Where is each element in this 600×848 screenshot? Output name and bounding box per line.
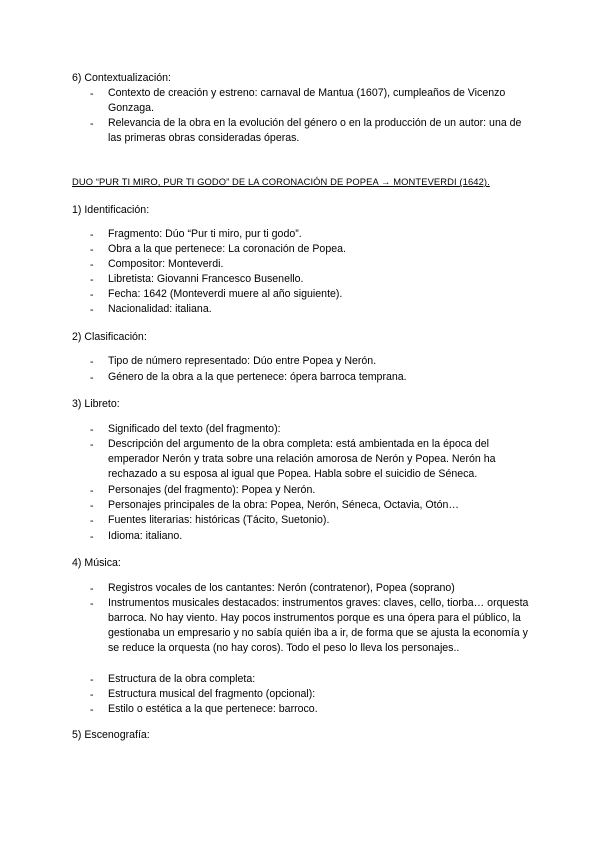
list-item: Personajes principales de la obra: Popea, Nerón, Séneca, Octavia, Otón…	[108, 499, 459, 511]
list-item: Contexto de creación y estreno: carnaval de Mantua (1607), cumpleaños de Vicenzo Gonzaga.	[108, 87, 506, 114]
section-heading-clasificacion: 2) Clasificación:	[72, 331, 147, 343]
list-dash: -	[90, 583, 94, 595]
list-item: Descripción del argumento de la obra completa: está ambientada en la época del emperador Nerón y trata sobre una relación amorosa de Nerón y Popea. Nerón ha rechazado a su esposa al igual que Popea. Habla sobre el suicidio de Séneca.	[108, 438, 496, 480]
list-item: Fuentes literarias: históricas (Tácito, Suetonio).	[108, 514, 330, 526]
list-item: Relevancia de la obra en la evolución del género o en la producción de un autor: una de las primeras obras consideradas óperas.	[108, 117, 522, 144]
list-dash: -	[90, 88, 94, 100]
list-dash: -	[90, 118, 94, 130]
list-dash: -	[90, 424, 94, 436]
list-dash: -	[90, 531, 94, 543]
list-dash: -	[90, 289, 94, 301]
list-item: Registros vocales de los cantantes: Nerón (contratenor), Popea (soprano)	[108, 582, 455, 594]
list-dash: -	[90, 485, 94, 497]
section-heading-contextualizacion: 6) Contextualización:	[72, 72, 171, 84]
list-item: Nacionalidad: italiana.	[108, 303, 212, 315]
list-dash: -	[90, 372, 94, 384]
list-dash: -	[90, 259, 94, 271]
list-dash: -	[90, 244, 94, 256]
list-item: Fragmento: Dúo “Pur ti miro, pur ti godo”.	[108, 228, 302, 240]
list-item: Género de la obra a la que pertenece: ópera barroca temprana.	[108, 371, 407, 383]
document-title: DUO “PUR TI MIRO, PUR TI GODO” DE LA CORONACIÓN DE POPEA → MONTEVERDI (1642).	[72, 176, 490, 187]
list-dash: -	[90, 439, 94, 451]
list-dash: -	[90, 515, 94, 527]
list-item: Significado del texto (del fragmento):	[108, 423, 281, 435]
list-dash: -	[90, 274, 94, 286]
list-item: Estilo o estética a la que pertenece: barroco.	[108, 703, 318, 715]
list-dash: -	[90, 689, 94, 701]
list-dash: -	[90, 356, 94, 368]
list-dash: -	[90, 229, 94, 241]
section-heading-musica: 4) Música:	[72, 557, 121, 569]
list-item: Libretista: Giovanni Francesco Busenello.	[108, 273, 304, 285]
list-item: Personajes (del fragmento): Popea y Nerón.	[108, 484, 316, 496]
list-dash: -	[90, 304, 94, 316]
list-dash: -	[90, 500, 94, 512]
list-dash: -	[90, 598, 94, 610]
section-heading-identificacion: 1) Identificación:	[72, 204, 150, 216]
list-item: Instrumentos musicales destacados: instrumentos graves: claves, cello, tiorba… orquesta barroca. No hay viento. Hay pocos instrumentos porque es una ópera para el público, la gestionaba un empresario y no sabía quién iba a ir, de forma que se ajusta la economía y se reduce la orquesta (no hay coros). Todo el peso lo lleva los personajes..	[108, 597, 529, 654]
list-dash: -	[90, 704, 94, 716]
list-item: Compositor: Monteverdi.	[108, 258, 224, 270]
list-item: Obra a la que pertenece: La coronación de Popea.	[108, 243, 346, 255]
list-item: Estructura de la obra completa:	[108, 673, 256, 685]
list-dash: -	[90, 674, 94, 686]
list-item: Tipo de número representado: Dúo entre Popea y Nerón.	[108, 355, 377, 367]
list-item: Idioma: italiano.	[108, 530, 183, 542]
list-item: Fecha: 1642 (Monteverdi muere al año siguiente).	[108, 288, 343, 300]
list-item: Estructura musical del fragmento (opcional):	[108, 688, 316, 700]
section-heading-escenografia: 5) Escenografía:	[72, 729, 150, 741]
section-heading-libreto: 3) Libreto:	[72, 398, 120, 410]
